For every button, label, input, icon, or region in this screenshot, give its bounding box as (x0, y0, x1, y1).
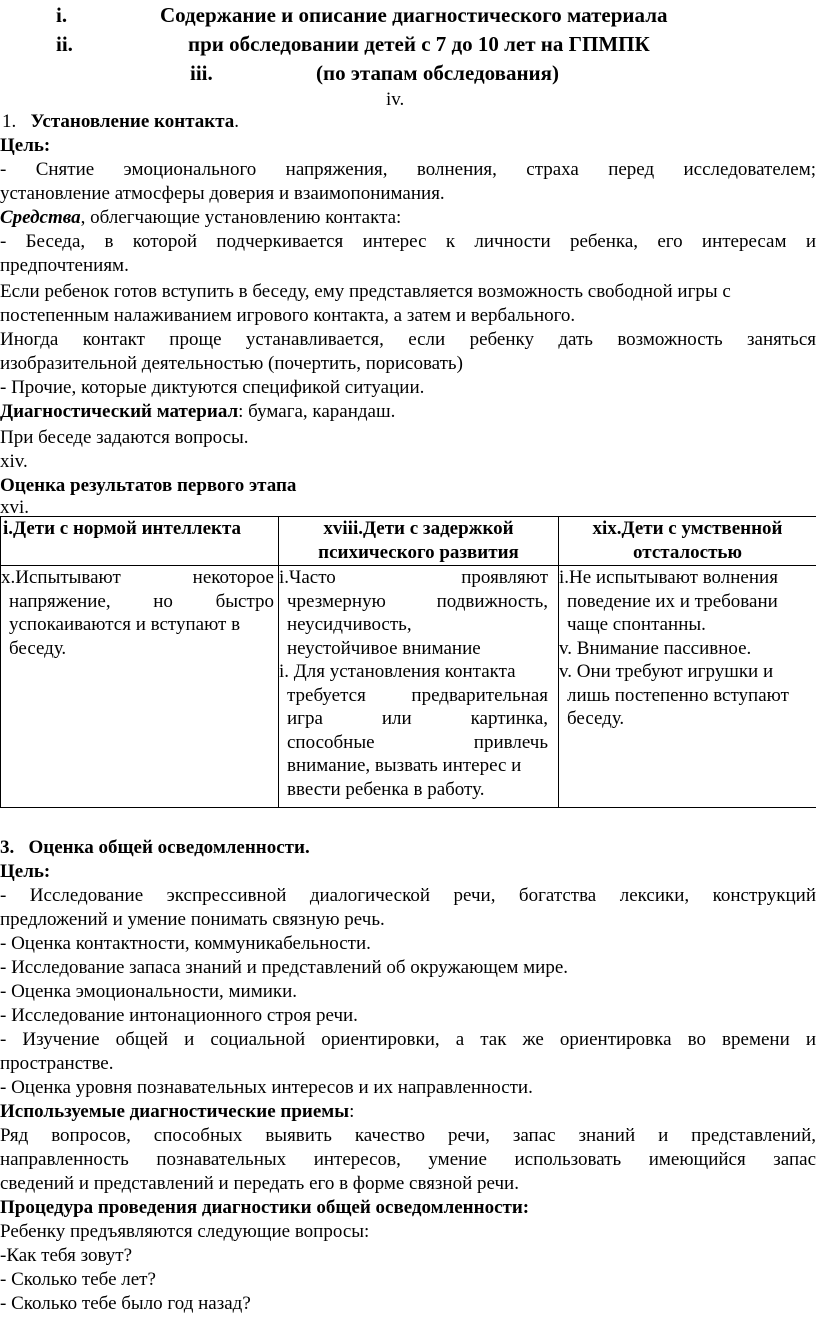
section3-methods-label: Используемые диагностические приемы (0, 1101, 350, 1122)
section3-heading (0, 836, 310, 860)
section1-eval-title: Оценка результатов первого этапа (0, 475, 297, 496)
section3-procedure-intro: Ребенку предъявляются следующие вопросы: (0, 1221, 370, 1242)
table-header-row (1, 517, 816, 566)
cell-line: лишь постепенно вступают (567, 684, 789, 706)
cell-line: v. Они требуют игрушки и (559, 661, 774, 682)
results-table (0, 516, 816, 808)
question-item: -Как тебя зовут? (0, 1245, 133, 1266)
cell-word: чрезмерную (287, 590, 386, 612)
cell-word: игра (287, 708, 323, 729)
section1-p2-line1: Если ребенок готов вступить в беседу, ему представляется возможность свободной игры с (0, 281, 731, 302)
cell-line: чаще спонтанны. (567, 614, 706, 635)
cell-line: беседу. (567, 708, 625, 729)
cell-word: картинка, (470, 708, 549, 729)
section3-line4: - Исследование запаса знаний и представлений об окружающем мире. (0, 957, 569, 978)
section1-means (0, 206, 401, 230)
header-num-4: iv. (386, 89, 405, 110)
section3-num: 3. (0, 837, 15, 858)
document-title: Содержание и описание диагностического материала (160, 3, 668, 27)
section3-title: Оценка общей осведомленности. (28, 837, 310, 858)
header-zpr-line1: xviii.Дети с задержкой (323, 518, 514, 539)
section3-procedure-title: Процедура проведения диагностики общей осведомленности: (0, 1197, 530, 1218)
cell-line: внимание, вызвать интерес и (287, 755, 522, 776)
section3-methods-colon: : (349, 1101, 355, 1122)
cell-line: успокаиваются и вступают в (9, 614, 241, 635)
cell-word: подвижность, (436, 590, 548, 612)
section1-title: Установление контакта (30, 111, 235, 132)
cell-line: неусидчивость, (287, 614, 412, 635)
cell-line: i.Не испытывают волнения (559, 567, 778, 588)
cell-word: некоторое (192, 567, 274, 588)
cell-line: поведение их и требовани (567, 590, 778, 612)
cell-line (279, 707, 548, 731)
section3-methods-line1: Ряд вопросов, способных выявить качество речи, запас знаний и представлений, (0, 1125, 816, 1146)
section3-line7: - Изучение общей и социальной ориентировки, а так же ориентировка во времени и (0, 1029, 816, 1050)
section3-line6: - Исследование интонационного строя речи. (0, 1005, 358, 1026)
section3-line2: предложений и умение понимать связную речь. (0, 909, 385, 930)
section1-num: 1. (2, 111, 17, 132)
section3-line9: - Оценка уровня познавательных интересов и их направленности. (0, 1077, 533, 1098)
section1-diag-rest: : бумага, карандаш. (238, 401, 396, 422)
section1-p1-line1: - Беседа, в которой подчеркивается интерес к личности ребенка, его интересам и (0, 231, 816, 252)
cell-word: x.Испытывают (1, 567, 121, 588)
header-num-2: ii. (56, 32, 73, 56)
section1-means-rest: , облегчающие установлению контакта: (80, 207, 402, 228)
cell-line: неустойчивое внимание (287, 637, 481, 659)
section1-p3-line1: Иногда контакт проще устанавливается, если ребенку дать возможность заняться (0, 329, 816, 350)
cell-line (279, 731, 548, 755)
table-header-cell (279, 517, 559, 566)
cell-line: требуется предварительная (287, 684, 548, 706)
section3-goal-label: Цель: (0, 861, 51, 882)
table-header-cell (559, 517, 816, 566)
cell-line (1, 566, 274, 590)
section1-questions: При беседе задаются вопросы. (0, 427, 249, 448)
section3-methods-line2: направленность познавательных интересов, умение использовать имеющийся запас (0, 1149, 816, 1170)
section1-xiv: xiv. (0, 451, 28, 472)
section3-line8: пространстве. (0, 1053, 114, 1074)
section1-p4: - Прочие, которые диктуются спецификой ситуации. (0, 377, 425, 398)
header-normal: i.Дети с нормой интеллекта (3, 518, 242, 539)
header-uo-line1: xix.Дети с умственной (592, 518, 783, 539)
cell-line: беседу. (9, 637, 67, 659)
section3-line1: - Исследование экспрессивной диалогической речи, богатства лексики, конструкций (0, 885, 816, 906)
cell-word: способные (287, 731, 375, 753)
section3-line5: - Оценка эмоциональности, мимики. (0, 981, 298, 1002)
cell-line (279, 566, 548, 590)
section1-diag-label: Диагностический материал (0, 401, 239, 422)
section3-methods (0, 1100, 354, 1124)
cell-word: i.Часто (279, 567, 336, 588)
header-zpr-line2: психического развития (318, 541, 519, 563)
question-item: - Сколько тебе было год назад? (0, 1293, 251, 1314)
section1-title-end: . (234, 111, 240, 132)
cell-word: или (381, 708, 412, 729)
section1-goal-line2: установление атмосферы доверия и взаимопонимания. (0, 183, 445, 204)
cell-word: но (153, 590, 173, 612)
section1-means-label: Средства (0, 207, 81, 228)
header-num-1: i. (56, 3, 68, 27)
cell-line: i. Для установления контакта (279, 661, 516, 682)
cell-word: напряжение, (9, 590, 111, 612)
section1-xvi: xvi. (0, 497, 30, 518)
table-header-cell (1, 517, 279, 566)
table-cell-uo (559, 566, 816, 808)
question-item: - Сколько тебе лет? (0, 1269, 156, 1290)
header-uo-line2: отсталостью (633, 541, 742, 563)
document-subtitle-2: (по этапам обследования) (316, 61, 560, 85)
section1-p1-line2: предпочтениям. (0, 255, 129, 276)
document-subtitle: при обследовании детей с 7 до 10 лет на ГПМПК (188, 32, 650, 56)
cell-line (279, 590, 548, 614)
cell-line: ввести ребенка в работу. (287, 778, 485, 800)
section1-p2-line2: постепенным налаживанием игрового контакта, а затем и вербального. (0, 305, 576, 326)
section3-methods-line3: сведений и представлений и передать его в форме связной речи. (0, 1173, 519, 1194)
section3-line3: - Оценка контактности, коммуникабельности. (0, 933, 371, 954)
table-cell-normal (1, 566, 279, 808)
section1-heading (2, 110, 239, 134)
cell-word: проявляют (461, 567, 548, 588)
cell-word: быстро (215, 590, 275, 612)
cell-line (1, 590, 274, 614)
header-num-3: iii. (190, 61, 213, 85)
section1-p3-line2: изобразительной деятельностью (почертить, порисовать) (0, 353, 463, 374)
cell-line: v. Внимание пассивное. (559, 637, 752, 659)
section1-goal-label: Цель: (0, 135, 51, 156)
table-row (1, 566, 816, 808)
table-cell-zpr (279, 566, 559, 808)
cell-word: привлечь (473, 731, 548, 753)
section1-goal-line1: - Снятие эмоционального напряжения, волнения, страха перед исследователем; (0, 159, 816, 180)
section1-diag (0, 400, 395, 424)
